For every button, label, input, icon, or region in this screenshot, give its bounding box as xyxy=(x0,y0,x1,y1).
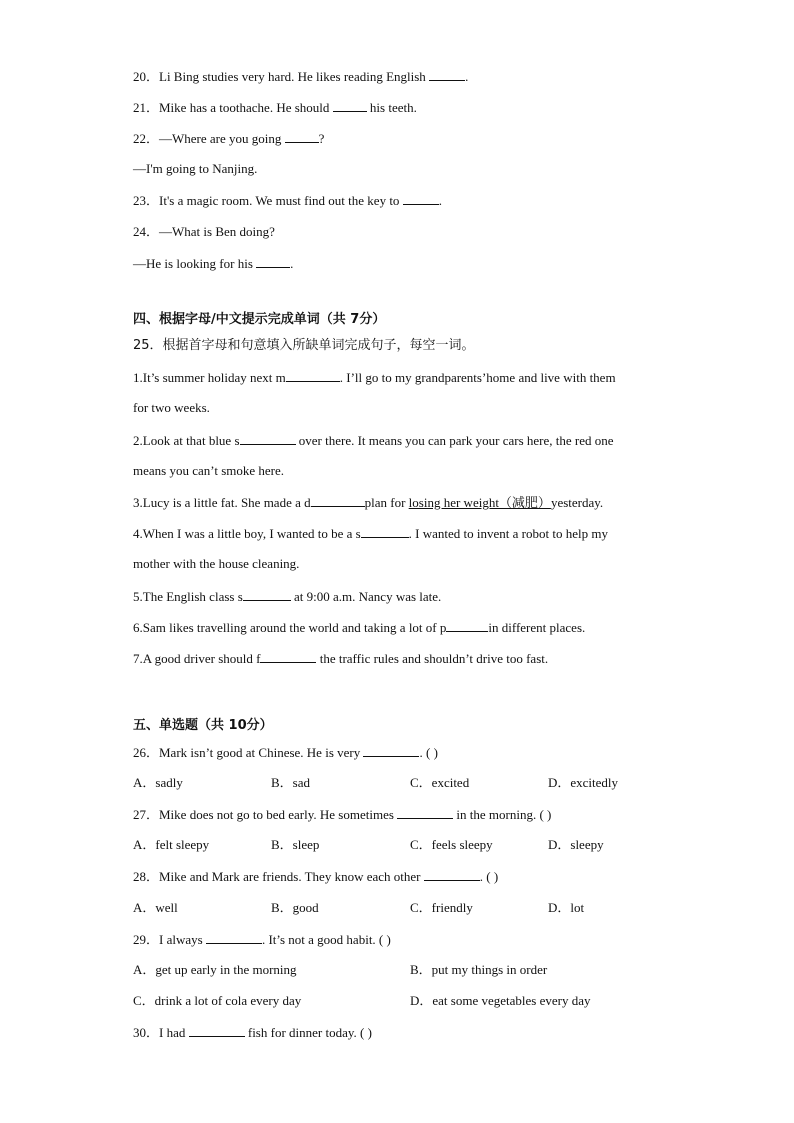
sentence-7-end: the traffic rules and shouldn’t drive too fast. xyxy=(316,651,549,666)
option-a[interactable]: A．felt sleepy xyxy=(133,837,210,852)
sentence-4-start: 4.When I was a little boy, I wanted to be a s xyxy=(133,526,361,541)
question-29 xyxy=(133,930,391,949)
sentence-3-underlined: losing her weight（减肥） xyxy=(408,495,551,510)
sentence-2 xyxy=(133,431,614,450)
sentence-3-mid: plan for xyxy=(364,495,409,510)
question-30 xyxy=(133,1023,372,1042)
sentence-4-cont: mother with the house cleaning. xyxy=(133,556,300,571)
question-24-end: . xyxy=(290,256,294,271)
answer-blank[interactable] xyxy=(361,524,409,538)
answer-blank[interactable] xyxy=(424,867,480,881)
sentence-6 xyxy=(133,618,585,637)
sentence-3 xyxy=(133,493,603,512)
question-21-text: 21．Mike has a toothache. He should xyxy=(133,100,333,115)
question-24-response xyxy=(133,254,293,273)
answer-blank[interactable] xyxy=(311,493,365,507)
answer-blank[interactable] xyxy=(446,618,488,632)
question-29-text: 29．I always xyxy=(133,932,206,947)
sentence-3-start: 3.Lucy is a little fat. She made a d xyxy=(133,495,311,510)
answer-blank[interactable] xyxy=(429,67,465,81)
sentence-5-end: at 9:00 a.m. Nancy was late. xyxy=(290,589,442,604)
question-27 xyxy=(133,805,551,824)
question-26-end: . ( ) xyxy=(419,745,438,760)
sentence-2-cont: means you can’t smoke here. xyxy=(133,463,285,478)
option-b[interactable]: B．good xyxy=(271,900,319,915)
option-b[interactable]: B．sleep xyxy=(271,837,320,852)
option-d[interactable]: D．excitedly xyxy=(548,775,619,790)
answer-blank[interactable] xyxy=(333,98,367,112)
option-b[interactable]: B．sad xyxy=(271,775,311,790)
question-26 xyxy=(133,743,438,762)
question-26-text: 26．Mark isn’t good at Chinese. He is very xyxy=(133,745,364,760)
sentence-1-end: . I’ll go to my grandparents’home and live with them xyxy=(339,370,616,385)
sentence-7 xyxy=(133,649,548,668)
option-c[interactable]: C．drink a lot of cola every day xyxy=(133,993,302,1008)
question-27-end: in the morning. ( ) xyxy=(453,807,552,822)
option-d[interactable]: D．eat some vegetables every day xyxy=(410,993,591,1008)
question-30-end: fish for dinner today. ( ) xyxy=(244,1025,372,1040)
answer-blank[interactable] xyxy=(363,743,419,757)
option-a[interactable]: A．sadly xyxy=(133,775,183,790)
section-5-heading: 五、单选题（共 10分） xyxy=(133,718,273,733)
answer-blank[interactable] xyxy=(240,431,296,445)
sentence-5 xyxy=(133,587,441,606)
question-23-text: 23．It's a magic room. We must find out the key to xyxy=(133,193,403,208)
answer-blank[interactable] xyxy=(243,587,291,601)
sentence-6-end: in different places. xyxy=(488,620,586,635)
question-20-text: 20．Li Bing studies very hard. He likes reading English xyxy=(133,69,430,84)
answer-blank[interactable] xyxy=(189,1023,245,1037)
option-a[interactable]: A．get up early in the morning xyxy=(133,962,297,977)
question-28 xyxy=(133,867,498,886)
sentence-2-end: over there. It means you can park your cars here, the red one xyxy=(295,433,614,448)
question-28-text: 28．Mike and Mark are friends. They know each other xyxy=(133,869,424,884)
question-28-end: . ( ) xyxy=(479,869,499,884)
question-24-text: —He is looking for his xyxy=(133,256,257,271)
sentence-4 xyxy=(133,524,608,543)
question-30-text: 30．I had xyxy=(133,1025,189,1040)
answer-blank[interactable] xyxy=(397,805,453,819)
option-c[interactable]: C．feels sleepy xyxy=(410,837,493,852)
question-23 xyxy=(133,191,442,210)
question-21-end: his teeth. xyxy=(366,100,417,115)
question-23-end: . xyxy=(438,193,442,208)
option-a[interactable]: A．well xyxy=(133,900,178,915)
question-20-end: . xyxy=(465,69,469,84)
sentence-4-end: . I wanted to invent a robot to help my xyxy=(408,526,608,541)
question-22 xyxy=(133,129,324,148)
question-27-text: 27．Mike does not go to bed early. He sometimes xyxy=(133,807,398,822)
answer-blank[interactable] xyxy=(260,649,316,663)
sentence-1 xyxy=(133,368,616,387)
question-22-end: ? xyxy=(318,131,325,146)
option-b[interactable]: B．put my things in order xyxy=(410,962,548,977)
sentence-7-start: 7.A good driver should f xyxy=(133,651,261,666)
answer-blank[interactable] xyxy=(285,129,319,143)
question-24: 24．—What is Ben doing? xyxy=(133,224,275,239)
question-20 xyxy=(133,67,468,86)
sentence-1-start: 1.It’s summer holiday next m xyxy=(133,370,286,385)
option-c[interactable]: C．friendly xyxy=(410,900,473,915)
sentence-6-start: 6.Sam likes travelling around the world and taking a lot of p xyxy=(133,620,447,635)
sentence-5-start: 5.The English class s xyxy=(133,589,243,604)
sentence-3-end: yesterday. xyxy=(550,495,604,510)
option-d[interactable]: D．sleepy xyxy=(548,837,604,852)
question-21 xyxy=(133,98,417,117)
option-d[interactable]: D．lot xyxy=(548,900,585,915)
question-29-end: . It’s not a good habit. ( ) xyxy=(261,932,391,947)
question-22-response: —I'm going to Nanjing. xyxy=(133,161,258,176)
sentence-1-cont: for two weeks. xyxy=(133,400,210,415)
answer-blank[interactable] xyxy=(403,191,439,205)
sentence-2-start: 2.Look at that blue s xyxy=(133,433,240,448)
section-4-heading: 四、根据字母/中文提示完成单词（共 7分） xyxy=(133,312,386,327)
answer-blank[interactable] xyxy=(206,930,262,944)
question-22-text: 22．—Where are you going xyxy=(133,131,285,146)
answer-blank[interactable] xyxy=(286,368,340,382)
answer-blank[interactable] xyxy=(256,254,290,268)
question-25-instruction: 25．根据首字母和句意填入所缺单词完成句子，每空一词。 xyxy=(133,338,475,353)
option-c[interactable]: C．excited xyxy=(410,775,470,790)
